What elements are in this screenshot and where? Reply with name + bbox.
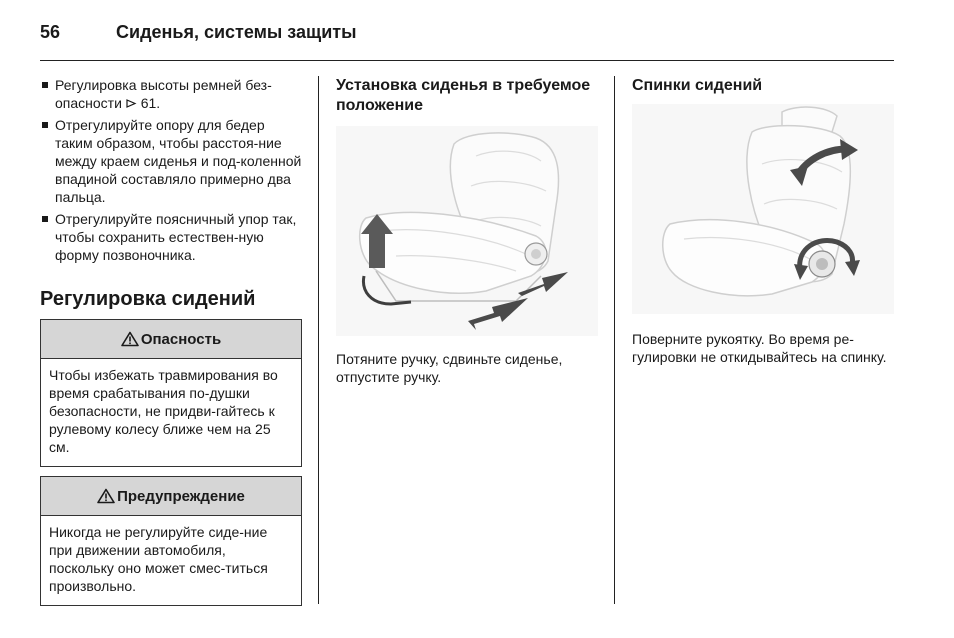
page-number: 56 bbox=[40, 22, 61, 42]
subsection-heading: Спинки сидений bbox=[632, 77, 763, 94]
warning-triangle-icon bbox=[97, 488, 115, 504]
danger-title: Опасность bbox=[140, 330, 222, 348]
danger-box bbox=[40, 319, 302, 467]
list-item bbox=[40, 76, 302, 112]
section-heading: Регулировка сидений bbox=[40, 288, 256, 310]
column-left bbox=[40, 76, 302, 615]
bullet-text: Отрегулируйте поясничный упор так, чтобы сохранить естествен-ную форму позвоночника. bbox=[55, 211, 297, 263]
bullet-text: Отрегулируйте опору для бедер таким образом, чтобы расстоя-ние между краем сиденья и под-коленной впадиной составляло примерно два пальца. bbox=[55, 117, 302, 205]
column-divider bbox=[614, 76, 615, 604]
column-right bbox=[632, 76, 894, 366]
warning-triangle-icon bbox=[121, 331, 139, 347]
page-reference[interactable]: 61. bbox=[140, 95, 161, 111]
warning-box bbox=[40, 476, 302, 606]
warning-box-header bbox=[41, 477, 301, 516]
page-header bbox=[40, 20, 894, 61]
bullet-list bbox=[40, 76, 302, 264]
section-title: Сиденья, системы защиты bbox=[116, 22, 357, 42]
danger-body: Чтобы избежать травмирования во время срабатывания по-душки безопасности, не придви-гайтесь к рулевому колесу ближе чем на 25 см. bbox=[49, 367, 278, 455]
warning-body: Никогда не регулируйте сиде-ние при движении автомобиля, поскольку оно может смес-титься произвольно. bbox=[49, 524, 268, 594]
figure-caption: Поверните рукоятку. Во время ре-гулировки не откидывайтесь на спинку. bbox=[632, 331, 887, 365]
column-divider bbox=[318, 76, 319, 604]
bullet-text: Регулировка высоты ремней без-опасности bbox=[55, 77, 272, 111]
seat-backrest-recline-illustration bbox=[632, 104, 894, 314]
figure-caption: Потяните ручку, сдвиньте сиденье, отпустите ручку. bbox=[336, 351, 563, 385]
danger-box-header bbox=[41, 320, 301, 359]
page-reference-arrow-icon[interactable] bbox=[126, 98, 137, 109]
seat-fore-aft-adjustment-illustration bbox=[336, 126, 598, 336]
warning-title: Предупреждение bbox=[117, 487, 245, 505]
subsection-heading: Установка сиденья в требуемое положение bbox=[336, 77, 591, 114]
column-middle bbox=[336, 76, 598, 386]
list-item bbox=[40, 210, 302, 264]
list-item bbox=[40, 116, 302, 206]
